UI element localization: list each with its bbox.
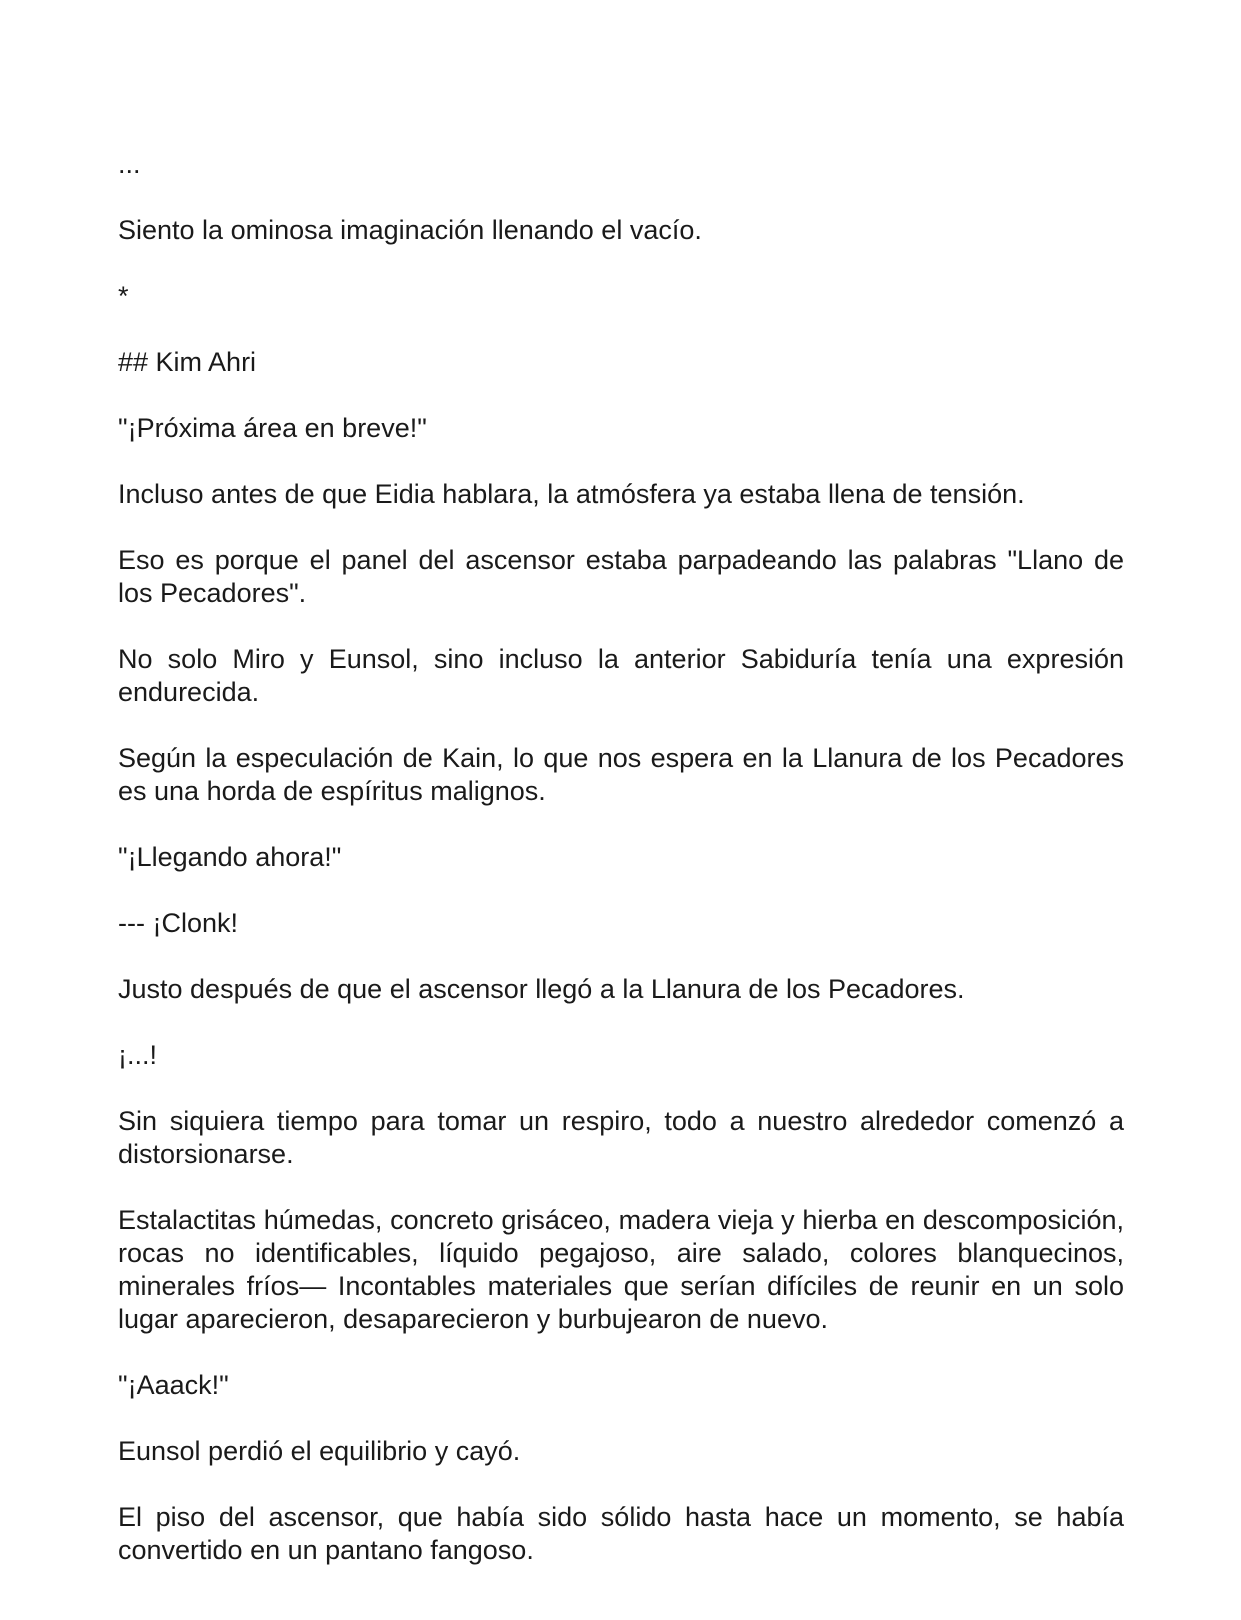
dialogue-line: "¡Próxima área en breve!" <box>118 413 427 443</box>
paragraph: Justo después de que el ascensor llegó a la Llanura de los Pecadores. <box>118 974 965 1004</box>
document-page <box>118 148 1124 1600</box>
paragraph-ellipsis: ... <box>118 149 141 179</box>
paragraph: El piso del ascensor, que había sido sólido hasta hace un momento, se había convertido en un pantano fangoso. <box>118 1502 1124 1565</box>
paragraph: Siento la ominosa imaginación llenando el vacío. <box>118 215 702 245</box>
scene-break: * <box>118 281 129 311</box>
exclamation: ¡...! <box>118 1040 157 1070</box>
paragraph: Según la especulación de Kain, lo que nos espera en la Llanura de los Pecadores es una horda de espíritus malignos. <box>118 743 1124 806</box>
paragraph: No solo Miro y Eunsol, sino incluso la anterior Sabiduría tenía una expresión endurecida. <box>118 644 1124 707</box>
paragraph: Estalactitas húmedas, concreto grisáceo, madera vieja y hierba en descomposición, rocas no identificables, líquido pegajoso, aire salado, colores blanquecinos, minerales fríos— Incontables materiales que serían difíciles de reunir en un solo lugar aparecieron, desaparecieron y burbujearon de nuevo. <box>118 1205 1124 1334</box>
paragraph: Eunsol perdió el equilibrio y cayó. <box>118 1436 521 1466</box>
section-heading: ## Kim Ahri <box>118 347 257 377</box>
paragraph: Eso es porque el panel del ascensor estaba parpadeando las palabras "Llano de los Pecadores". <box>118 545 1124 608</box>
paragraph: Sin siquiera tiempo para tomar un respiro, todo a nuestro alrededor comenzó a distorsionarse. <box>118 1106 1124 1169</box>
dialogue-line: "¡Llegando ahora!" <box>118 842 342 872</box>
paragraph: Incluso antes de que Eidia hablara, la atmósfera ya estaba llena de tensión. <box>118 479 1025 509</box>
sound-effect: --- ¡Clonk! <box>118 908 238 938</box>
dialogue-line: "¡Aaack!" <box>118 1370 229 1400</box>
